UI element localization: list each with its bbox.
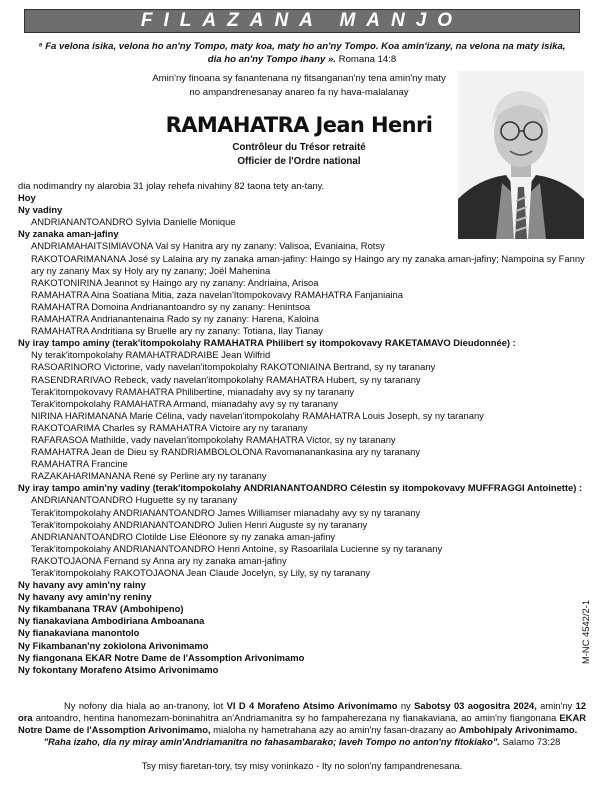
reference-code: M-NC 4542/2-1 xyxy=(580,599,591,664)
list-item: Terak'itompokolahy ANDRIANANTOANDRO Julien Henri Auguste sy ny taranany xyxy=(31,518,368,530)
closing-note: Tsy misy fiaretan-tory, tsy misy voninkazo - Ity no solon'ny fampandrenesana. xyxy=(141,760,463,771)
list-item: RASOARINORO Victorine, vady navelan'itompokolahy RAKOTONIAINA Bertrand, sy ny taranany xyxy=(31,361,436,373)
quote-text: "Raha izaho, dia ny miray amin'Andriamanitra no fahasambarako; laveh Tompo no anton'ny fitokiako". xyxy=(43,736,500,748)
relation-line: Ny havany avy amin'ny rainy xyxy=(18,579,146,591)
list-item: RAMAHATRA Andritiana sy Bruelle ary ny zanany: Totiana, Ilay Tianay xyxy=(31,325,323,337)
announcement: dia nodimandry ny alarobia 31 jolay rehefa nivahiny 82 taona tety an-tany. xyxy=(18,180,325,191)
relation-line: Ny fokontany Morafeno Atsimo Arivonimamo xyxy=(18,663,219,675)
portrait-photo xyxy=(458,71,584,239)
funeral-text: Ny nofony dia hiala ao an-tranony, lot xyxy=(64,700,227,711)
title-banner xyxy=(24,9,580,33)
deceased-titles xyxy=(150,141,448,168)
bible-verse xyxy=(36,41,568,66)
list-item: RAMAHATRA Domoina Andrianantoandro sy ny zanany: Henintsoa xyxy=(31,300,311,312)
list-item: Terak'itompokolahy ANDRIANANTOANDRO Henri Antoine, sy Rasoarilala Lucienne sy ny taranany xyxy=(31,542,443,554)
relation-line: Ny fianakaviana Ambodiriana Amboanana xyxy=(18,615,205,627)
list-item: Ny terak'itompokolahy RAMAHATRADRAIBE Jean Wilfrid xyxy=(31,349,271,361)
funeral-date: Sabotsy 03 aogositra 2024, xyxy=(414,700,537,711)
list-item: ANDRIANANTOANDRO Sylvia Danielle Monique xyxy=(31,216,236,228)
intro-text: Amin'ny finoana sy fanantenana ny fitsanganan'ny tena amin'ny maty no ampandrenesanay anareo fa ny hava-malalanay xyxy=(152,73,446,98)
funeral-text: amin'ny xyxy=(536,700,576,711)
list-item: RAMAHATRA Jean de Dieu sy RANDRIAMBOLOLONA Ravomananankasina ary ny taranany xyxy=(31,446,421,458)
list-item: RAFARASOA Mathilde, vady navelan'itompokolahy RAMAHATRA Victor, sy ny taranany xyxy=(31,433,396,445)
deceased-name: RAMAHATRA Jean Henri xyxy=(165,113,433,137)
relation-line: Ny fianakaviana manontolo xyxy=(18,627,140,639)
list-item: RAMAHATRA Aina Soatiana Mitia, zaza navelan'Itompokovavy RAMAHATRA Fanjaniaina xyxy=(31,288,403,300)
relation-line: Ny havany avy amin'ny reniny xyxy=(18,591,152,603)
list-item: Terak'itompokovavy RAMAHATRA Philibertine, mianadahy avy sy ny taranany xyxy=(31,385,355,397)
list-item: RAKOTOARIMANANA José sy Lalaina ary ny zanaka aman-jafiny: Haingo sy Haingo ary ny zanaka aman-jafiny; Nampoina sy Fanny ary ny zanany Max sy Holy ary ny zanany; Joël Mahenina xyxy=(31,252,585,276)
quote-source: Salamo 73:28 xyxy=(502,736,561,748)
list-item: Terak'itompokolahy RAKOTOJAONA Jean Claude Jocelyn, sy Lily, sy ny taranany xyxy=(31,567,371,578)
title-line: Officier de l'Ordre national xyxy=(237,155,361,167)
list-item: RAKOTOARIMA Charles sy RAMAHATRA Victoire ary ny taranany xyxy=(31,421,308,433)
funeral-text: ny xyxy=(397,700,415,711)
list-item: RAKOTOJAONA Fernand sy Anna ary ny zanaka aman-jafiny xyxy=(31,554,287,566)
funeral-paragraph xyxy=(18,700,586,736)
funeral-details xyxy=(18,700,586,748)
funeral-text: mialoha ny hametrahana azy ao amin'ny fasan-drazany ao xyxy=(210,724,459,736)
portrait-image xyxy=(458,71,584,239)
list-item: Terak'itompokolahy ANDRIANANTOANDRO James Williamser mianadahy avy sy ny taranany xyxy=(31,506,421,518)
list-item: Terak'itompokolahy RAMAHATRA Armand, mianadahy avy sy ny taranany xyxy=(31,397,338,409)
funeral-church: EKAR Notre Dame de l'Assomption Arivonimamo, xyxy=(18,712,586,736)
family-list xyxy=(18,180,585,676)
list-item: ANDRIANANTOANDRO Clotilde Lise Eléonore sy ny zanaka aman-jafiny xyxy=(31,530,336,542)
verse-source: Romana 14:8 xyxy=(338,53,397,65)
list-item: NIRINA HARIMANANA Marie Célina, vady navelan'itompokolahy RAMAHATRA Louis Joseph, sy ny taranany xyxy=(31,409,484,421)
verse-text: ⁸ Fa velona isika, velona ho an'ny Tompo, maty koa, maty ho an'ny Tompo. Koa amin'izany, na velona na maty isika, dia ho an'ny Tompo ihany ». xyxy=(38,41,566,65)
funeral-place: Ambohipaly Arivonimamo. xyxy=(458,724,578,736)
list-item: ANDRIANANTOANDRO Huguette sy ny taranany xyxy=(31,494,238,506)
list-item: RAMAHATRA Andrianantenaina Rado sy ny zanany: Harena, Kaloina xyxy=(31,313,320,325)
list-item: RAZAKAHARIMANANA René sy Perline ary ny taranany xyxy=(31,470,267,482)
relation-line: Ny fikambanana TRAV (Ambohipeno) xyxy=(18,603,184,615)
banner-title: FILAZANA MANJO xyxy=(140,9,464,31)
closing-quote xyxy=(18,736,586,748)
funeral-address: VI D 4 Morafeno Atsimo Arivonimamo xyxy=(226,700,398,711)
funeral-text: antoandro, hentina hanomezam-boninahitra an'Andriamanitra sy ho fampaherezana ny fianakaviana, ao amin'ny fiangonana xyxy=(32,712,560,724)
list-item: ANDRIAMAHAITSIMIAVONA Val sy Hanitra ary ny zanany: Valisoa, Evaniaina, Rotsy xyxy=(31,240,385,252)
list-item: RAKOTONIRINA Jeannot sy Haingo ary ny zanany: Andriaina, Arisoa xyxy=(31,276,319,288)
title-line: Contrôleur du Trésor retraité xyxy=(232,142,366,153)
section-heading: Hoy xyxy=(18,192,36,204)
section-heading: Ny iray tampo aminy (terak'itompokolahy RAMAHATRA Philibert sy itompokovavy RAKETAMAVO Dieudonnée) : xyxy=(18,337,516,349)
list-item: RAMAHATRA Francine xyxy=(31,458,128,470)
list-item: RASENDRARIVAO Rebeck, vady navelan'itompokolahy RAMAHATRA Hubert, sy ny taranany xyxy=(31,373,421,385)
relation-line: Ny Fikambanan'ny zokiolona Arivonimamo xyxy=(18,639,209,651)
section-heading: Ny vadiny xyxy=(18,204,63,216)
section-heading: Ny iray tampo amin'ny vadiny (terak'itompokolahy ANDRIANANTOANDRO Célestin sy itompokovavy MUFFRAGGI Antoinette) : xyxy=(18,482,583,494)
section-heading: Ny zanaka aman-jafiny xyxy=(18,228,119,240)
relation-line: Ny fiangonana EKAR Notre Dame de l'Assomption Arivonimamo xyxy=(18,651,305,663)
funeral-time: 12 ora xyxy=(18,700,586,724)
